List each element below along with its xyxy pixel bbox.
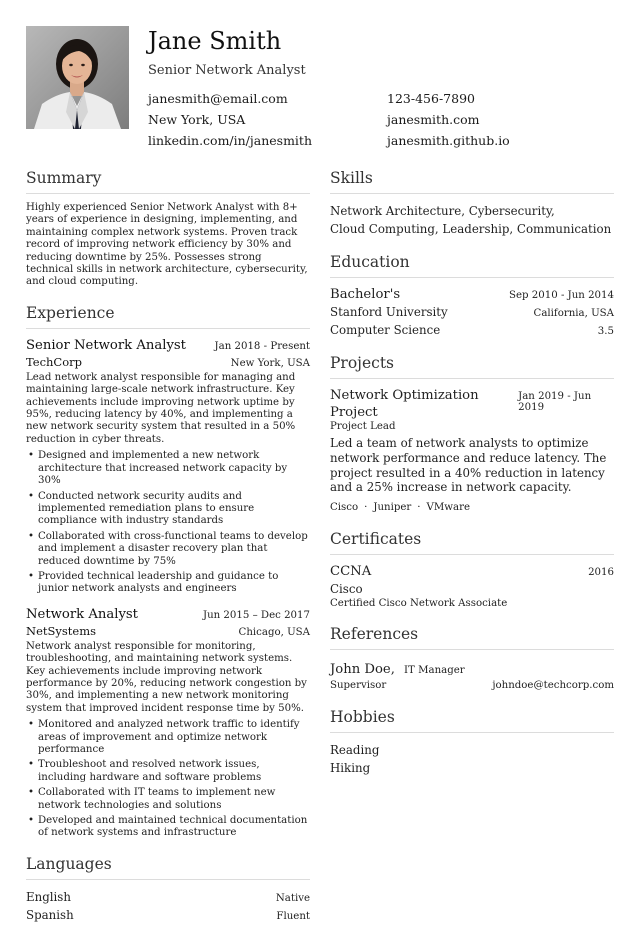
certificate-description: Certified Cisco Network Associate (330, 597, 508, 609)
bullet-item: • Collaborated with cross-functional teams to develop and implement a disaster recovery plan that reduced downtime by 75% (26, 531, 310, 568)
education-school: Stanford University (330, 305, 448, 319)
experience-heading: Experience (26, 303, 310, 329)
github-link[interactable]: janesmith.github.io (387, 133, 510, 148)
experience-item (26, 337, 310, 596)
bullet-item: • Developed and maintained technical documentation of network systems and infrastructure (26, 815, 310, 840)
job-position: Senior Network Analyst (26, 337, 186, 353)
summary-text: Highly experienced Senior Network Analyst with 8+ years of experience in designing, implementing, and maintaining complex network systems. Proven track record of improving network efficiency by 30% and reducing downtime by 25%. Possesses strong technical skills in network architecture, cybersecurity, and cloud computing. (26, 202, 308, 288)
tag-separator: · (417, 501, 421, 513)
job-bullets (26, 450, 310, 595)
bullet-item: • Troubleshoot and resolved network issues, including hardware and software problems (26, 759, 310, 784)
job-bullets (26, 719, 310, 840)
summary-heading: Summary (26, 168, 310, 194)
skills-line: Network Architecture, Cybersecurity, (330, 204, 555, 218)
reference-name: John Doe, (330, 662, 395, 678)
reference-position: IT Manager (404, 665, 465, 677)
summary-section (26, 168, 310, 289)
hobby-item: Hiking (330, 760, 371, 775)
education-section (330, 252, 614, 339)
left-column (26, 168, 310, 938)
certificate-name: CCNA (330, 563, 372, 579)
skills-heading: Skills (330, 168, 614, 194)
project-tag: Cisco (330, 501, 359, 513)
languages-section (26, 854, 310, 924)
candidate-name: Jane Smith (148, 27, 282, 55)
education-heading: Education (330, 252, 614, 278)
skills-line: Cloud Computing, Leadership, Communication (330, 222, 612, 236)
experience-section (26, 303, 310, 840)
skills-section (330, 168, 614, 238)
projects-section (330, 353, 614, 515)
language-row (26, 906, 310, 924)
language-name: Spanish (26, 907, 74, 922)
language-name: English (26, 889, 71, 904)
certificates-section (330, 529, 614, 610)
bullet-item: • Conducted network security audits and implemented remediation plans to ensure compliance with industry standards (26, 491, 310, 528)
project-name: Network Optimization Project (330, 388, 479, 420)
job-location: New York, USA (230, 357, 310, 369)
job-summary: Network analyst responsible for monitoring, troubleshooting, and maintaining network systems. Key achievements include improving network performance by 20%, reducing network congestion by 30%, and implementing a new network monitoring system that improved incident response time by 50%. (26, 640, 307, 714)
bullet-item: • Provided technical leadership and guidance to junior network analysts and engineers (26, 571, 310, 596)
certificate-issuer: Cisco (330, 581, 363, 596)
resume-header (26, 26, 614, 148)
profile-photo (26, 26, 129, 129)
phone-number[interactable]: 123-456-7890 (387, 91, 475, 106)
location-text: New York, USA (148, 112, 246, 127)
website-link[interactable]: janesmith.com (387, 112, 480, 127)
candidate-headline: Senior Network Analyst (148, 63, 306, 78)
references-heading: References (330, 624, 614, 650)
bullet-item: • Collaborated with IT teams to implement new network technologies and solutions (26, 787, 310, 812)
linkedin-link[interactable]: linkedin.com/in/janesmith (148, 133, 313, 148)
language-level: Native (275, 892, 310, 904)
hobbies-section (330, 707, 614, 777)
tag-separator: · (364, 501, 368, 513)
languages-heading: Languages (26, 854, 310, 880)
hobbies-heading: Hobbies (330, 707, 614, 733)
bullet-item: • Monitored and analyzed network traffic to identify areas of improvement and optimize network performance (26, 719, 310, 756)
project-dates: Jan 2019 - Jun 2019 (518, 391, 592, 413)
project-description: Led a team of network analysts to optimize network performance and reduce latency. The project resulted in a 40% reduction in latency and a 25% increase in network capacity. (330, 436, 607, 495)
reference-email[interactable]: johndoe@techcorp.com (492, 680, 614, 692)
language-level: Fluent (276, 910, 310, 922)
job-dates: Jan 2018 - Present (214, 340, 310, 352)
education-field: Computer Science (330, 323, 441, 337)
certificates-heading: Certificates (330, 529, 614, 555)
project-role: Project Lead (330, 421, 396, 432)
references-section (330, 624, 614, 692)
bullet-item: • Designed and implemented a new network architecture that increased network capacity by 30% (26, 450, 310, 487)
right-column (330, 168, 614, 791)
job-summary: Lead network analyst responsible for managing and maintaining large-scale network infrastructure. Key achievements include improving network uptime by 95%, reducing latency by 40%, and implementing a new network security system that resulted in a 50% reduction in cyber threats. (26, 371, 296, 445)
job-company: NetSystems (26, 623, 96, 638)
portrait-image (26, 26, 129, 129)
job-dates: Jun 2015 – Dec 2017 (202, 609, 310, 621)
projects-heading: Projects (330, 353, 614, 379)
language-row (26, 888, 310, 906)
education-location: California, USA (533, 308, 614, 319)
job-location: Chicago, USA (238, 626, 310, 638)
reference-relation: Supervisor (330, 680, 387, 692)
project-tag: Juniper (373, 501, 412, 513)
project-tags (330, 501, 614, 515)
project-tag: VMware (426, 501, 470, 513)
certificate-year: 2016 (588, 566, 614, 578)
experience-item (26, 606, 310, 840)
education-dates: Sep 2010 - Jun 2014 (509, 290, 614, 301)
education-score: 3.5 (597, 326, 614, 337)
job-company: TechCorp (26, 354, 83, 369)
job-position: Network Analyst (26, 606, 138, 622)
email-link[interactable]: janesmith@email.com (148, 91, 288, 106)
hobby-item: Reading (330, 742, 380, 757)
education-degree: Bachelor's (330, 287, 401, 302)
